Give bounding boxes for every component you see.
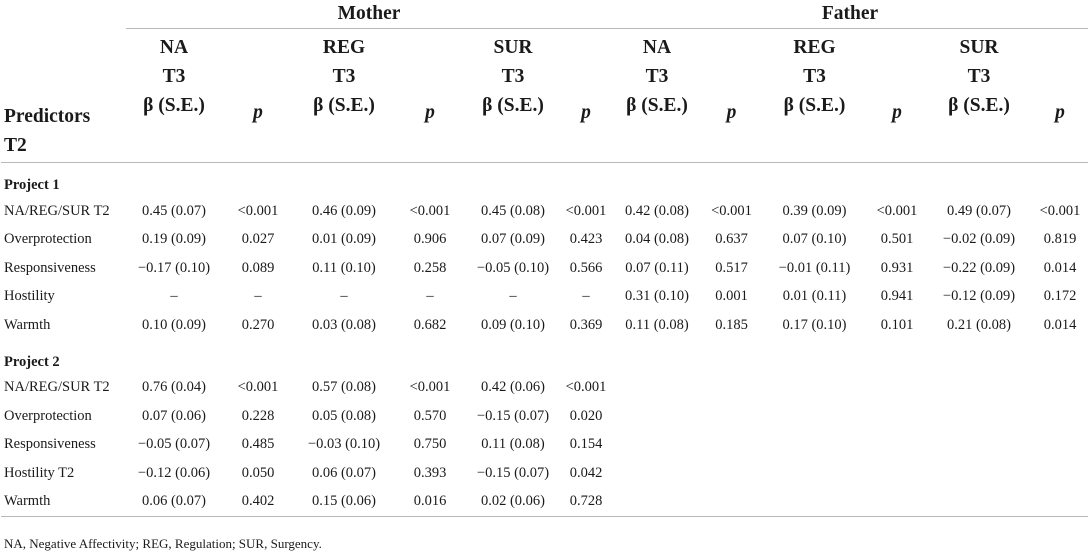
p-value-cell: 0.014 <box>1043 259 1077 276</box>
p-value-cell <box>702 402 761 431</box>
beta-cell: 0.76 (0.04) <box>141 379 207 396</box>
beta-cell <box>761 374 868 403</box>
beta-cell: 0.11 (0.10) <box>312 259 376 276</box>
outcome-header <box>126 29 222 163</box>
beta-cell: 0.01 (0.09) <box>311 231 377 248</box>
p-value-cell: 0.258 <box>413 259 447 276</box>
p-value-cell <box>868 402 926 431</box>
beta-cell <box>612 459 702 488</box>
p-value-header: p <box>394 29 466 163</box>
table-row <box>1 226 1088 255</box>
beta-cell: −0.15 (0.07) <box>476 464 550 481</box>
beta-cell: 0.17 (0.10) <box>782 316 847 333</box>
p-value-header: p <box>560 29 612 163</box>
outcome-header-time: T3 <box>967 66 991 87</box>
p-value-cell: 0.501 <box>880 231 914 248</box>
table-row <box>1 283 1088 312</box>
beta-cell: 0.05 (0.08) <box>311 407 377 424</box>
beta-cell: 0.02 (0.06) <box>466 488 560 517</box>
predictors-label: Predictors <box>4 106 91 127</box>
p-value-cell: 0.423 <box>569 231 603 248</box>
p-value-cell: 0.089 <box>241 259 275 276</box>
p-value-cell: <0.001 <box>565 379 607 396</box>
outcome-header-beta: β (S.E.) <box>948 95 1010 116</box>
p-value-header: p <box>222 29 294 163</box>
p-value-cell: 0.001 <box>715 288 748 305</box>
table-row <box>1 374 1088 403</box>
beta-cell: −0.01 (0.11) <box>778 259 851 276</box>
group-header-mother: Mother <box>126 0 612 29</box>
p-value-cell: 0.941 <box>880 288 914 305</box>
p-value-cell <box>1032 459 1088 488</box>
p-value-cell: <0.001 <box>237 202 279 219</box>
beta-cell: −0.03 (0.10) <box>307 436 381 453</box>
beta-cell <box>926 374 1032 403</box>
p-value-cell: 0.101 <box>880 316 914 333</box>
p-value-cell: <0.001 <box>565 202 607 219</box>
p-value-cell: 0.228 <box>241 407 275 424</box>
p-value-cell: 0.637 <box>715 231 748 248</box>
row-label: Warmth <box>1 488 126 517</box>
beta-cell: – <box>509 288 517 305</box>
p-value-header: p <box>702 29 761 163</box>
beta-cell: −0.12 (0.09) <box>942 288 1016 305</box>
p-value-cell: 0.485 <box>241 436 275 453</box>
predictors-time: T2 <box>4 135 27 156</box>
beta-cell: −0.12 (0.06) <box>137 464 211 481</box>
beta-cell <box>926 488 1032 517</box>
group-header-father: Father <box>612 0 1088 29</box>
beta-cell: 0.06 (0.07) <box>126 488 222 517</box>
beta-cell: 0.07 (0.06) <box>141 407 207 424</box>
subheader-row <box>1 29 1088 163</box>
p-value-cell <box>702 459 761 488</box>
p-value-cell <box>702 431 761 460</box>
p-value-cell: 0.750 <box>413 436 447 453</box>
row-label: Responsiveness <box>4 436 96 453</box>
outcome-header-name: SUR <box>959 37 999 58</box>
regression-table <box>1 0 1088 517</box>
beta-cell: 0.42 (0.06) <box>480 379 546 396</box>
p-value-cell: 0.906 <box>413 231 447 248</box>
beta-cell <box>612 402 702 431</box>
outcome-header-name: REG <box>322 37 366 58</box>
beta-cell <box>612 374 702 403</box>
p-value-cell: – <box>254 288 262 305</box>
row-label: NA/REG/SUR T2 <box>4 379 110 396</box>
p-value-cell: 0.369 <box>569 316 603 333</box>
beta-cell: −0.15 (0.07) <box>476 407 550 424</box>
beta-cell: 0.11 (0.08) <box>481 436 545 453</box>
p-value-cell: 0.154 <box>569 436 603 453</box>
table-row <box>1 402 1088 431</box>
p-value-cell: 0.728 <box>560 488 612 517</box>
beta-cell: 0.57 (0.08) <box>311 379 377 396</box>
beta-cell: 0.39 (0.09) <box>782 202 847 219</box>
p-value-cell: <0.001 <box>711 202 752 219</box>
beta-cell: 0.19 (0.09) <box>141 231 207 248</box>
table-row <box>1 459 1088 488</box>
beta-cell: −0.22 (0.09) <box>942 259 1016 276</box>
outcome-header-beta: β (S.E.) <box>783 95 846 116</box>
p-value-cell: 0.517 <box>715 259 748 276</box>
table-row <box>1 488 1088 517</box>
beta-cell: 0.21 (0.08) <box>946 316 1012 333</box>
row-label: NA/REG/SUR T2 <box>4 202 110 219</box>
p-value-cell <box>702 374 761 403</box>
beta-cell <box>612 488 702 517</box>
beta-cell <box>612 431 702 460</box>
outcome-header <box>761 29 868 163</box>
beta-cell: 0.07 (0.10) <box>782 231 847 248</box>
beta-cell: 0.10 (0.09) <box>141 316 207 333</box>
p-value-cell <box>1032 488 1088 517</box>
beta-cell: 0.45 (0.07) <box>141 202 207 219</box>
outcome-header-beta: β (S.E.) <box>143 95 205 116</box>
beta-cell: 0.01 (0.11) <box>782 288 847 305</box>
beta-cell: 0.07 (0.09) <box>480 231 546 248</box>
beta-cell <box>926 431 1032 460</box>
outcome-header-name: SUR <box>493 37 533 58</box>
p-value-cell <box>702 488 761 517</box>
beta-cell <box>761 431 868 460</box>
outcome-header <box>926 29 1032 163</box>
section-title: Project 1 <box>4 177 60 193</box>
outcome-header <box>612 29 702 163</box>
beta-cell <box>761 488 868 517</box>
section-title: Project 2 <box>4 353 60 370</box>
beta-cell: 0.06 (0.07) <box>311 464 377 481</box>
p-value-cell: 0.402 <box>222 488 294 517</box>
outcome-header <box>294 29 394 163</box>
p-value-cell: – <box>426 288 434 305</box>
beta-cell <box>926 402 1032 431</box>
p-value-cell: 0.570 <box>413 407 447 424</box>
outcome-header-name: NA <box>642 37 672 58</box>
p-value-header: p <box>868 29 926 163</box>
beta-cell: 0.15 (0.06) <box>294 488 394 517</box>
p-value-cell <box>868 431 926 460</box>
outcome-header-time: T3 <box>332 66 356 87</box>
p-value-cell: <0.001 <box>237 379 279 396</box>
outcome-header-beta: β (S.E.) <box>313 95 375 116</box>
beta-cell: −0.05 (0.10) <box>476 259 550 276</box>
row-label: Overprotection <box>4 407 92 424</box>
p-value-cell <box>1032 402 1088 431</box>
p-value-cell: 0.020 <box>569 407 603 424</box>
row-label: Warmth <box>4 316 51 333</box>
outcome-header-time: T3 <box>803 66 826 87</box>
beta-cell: −0.02 (0.09) <box>942 231 1016 248</box>
p-value-cell <box>1032 431 1088 460</box>
beta-cell: 0.46 (0.09) <box>311 202 377 219</box>
beta-cell: 0.07 (0.11) <box>625 259 689 276</box>
p-value-cell <box>868 374 926 403</box>
table-body <box>1 163 1088 517</box>
p-value-cell: 0.682 <box>413 316 447 333</box>
p-value-cell: 0.172 <box>1043 288 1077 305</box>
outcome-header-time: T3 <box>645 66 669 87</box>
beta-cell: 0.03 (0.08) <box>311 316 377 333</box>
row-label: Responsiveness <box>4 259 96 276</box>
outcome-header <box>466 29 560 163</box>
beta-cell <box>761 402 868 431</box>
section-row <box>1 340 1088 374</box>
p-value-cell: 0.014 <box>1043 316 1077 333</box>
beta-cell: 0.04 (0.08) <box>624 231 690 248</box>
row-label: Hostility <box>4 288 55 305</box>
p-value-cell: 0.050 <box>241 464 275 481</box>
p-value-cell <box>868 459 926 488</box>
p-value-cell: <0.001 <box>409 202 451 219</box>
predictors-header <box>1 29 126 163</box>
outcome-header-name: NA <box>159 37 189 58</box>
row-label: Overprotection <box>4 231 92 248</box>
beta-cell: 0.49 (0.07) <box>946 202 1012 219</box>
outcome-header-beta: β (S.E.) <box>482 95 544 116</box>
p-value-cell: 0.270 <box>241 316 275 333</box>
beta-cell <box>761 459 868 488</box>
section-row <box>1 163 1088 198</box>
beta-cell <box>926 459 1032 488</box>
outcome-header-name: REG <box>793 37 836 58</box>
p-value-cell: 0.027 <box>241 231 275 248</box>
p-value-cell: 0.931 <box>880 259 914 276</box>
p-value-cell: 0.819 <box>1043 231 1077 248</box>
p-value-cell: 0.393 <box>413 464 447 481</box>
beta-cell: 0.09 (0.10) <box>480 316 546 333</box>
p-value-cell: <0.001 <box>876 202 918 219</box>
table-footnote: NA, Negative Affectivity; REG, Regulation; SUR, Surgency. <box>4 536 322 551</box>
p-value-cell: 0.185 <box>715 316 748 333</box>
p-value-cell: <0.001 <box>409 379 451 396</box>
outcome-header-beta: β (S.E.) <box>626 95 688 116</box>
corner-cell <box>1 0 126 29</box>
beta-cell: – <box>170 288 178 305</box>
beta-cell: −0.17 (0.10) <box>137 259 211 276</box>
table-row <box>1 311 1088 340</box>
p-value-cell <box>1032 374 1088 403</box>
outcome-header-time: T3 <box>501 66 525 87</box>
p-value-cell: 0.016 <box>394 488 466 517</box>
p-value-cell <box>868 488 926 517</box>
beta-cell: 0.11 (0.08) <box>625 316 689 333</box>
row-label: Hostility T2 <box>4 464 75 481</box>
p-value-cell: – <box>582 288 590 305</box>
p-value-cell: 0.042 <box>569 464 603 481</box>
beta-cell: 0.45 (0.08) <box>480 202 546 219</box>
p-value-cell: <0.001 <box>1039 202 1081 219</box>
beta-cell: −0.05 (0.07) <box>137 436 211 453</box>
outcome-header-time: T3 <box>162 66 186 87</box>
beta-cell: – <box>340 288 348 305</box>
beta-cell: 0.42 (0.08) <box>624 202 690 219</box>
beta-cell: 0.31 (0.10) <box>624 288 690 305</box>
table-row <box>1 197 1088 226</box>
table-row <box>1 254 1088 283</box>
p-value-header: p <box>1032 29 1088 163</box>
table-row <box>1 431 1088 460</box>
p-value-cell: 0.566 <box>569 259 603 276</box>
